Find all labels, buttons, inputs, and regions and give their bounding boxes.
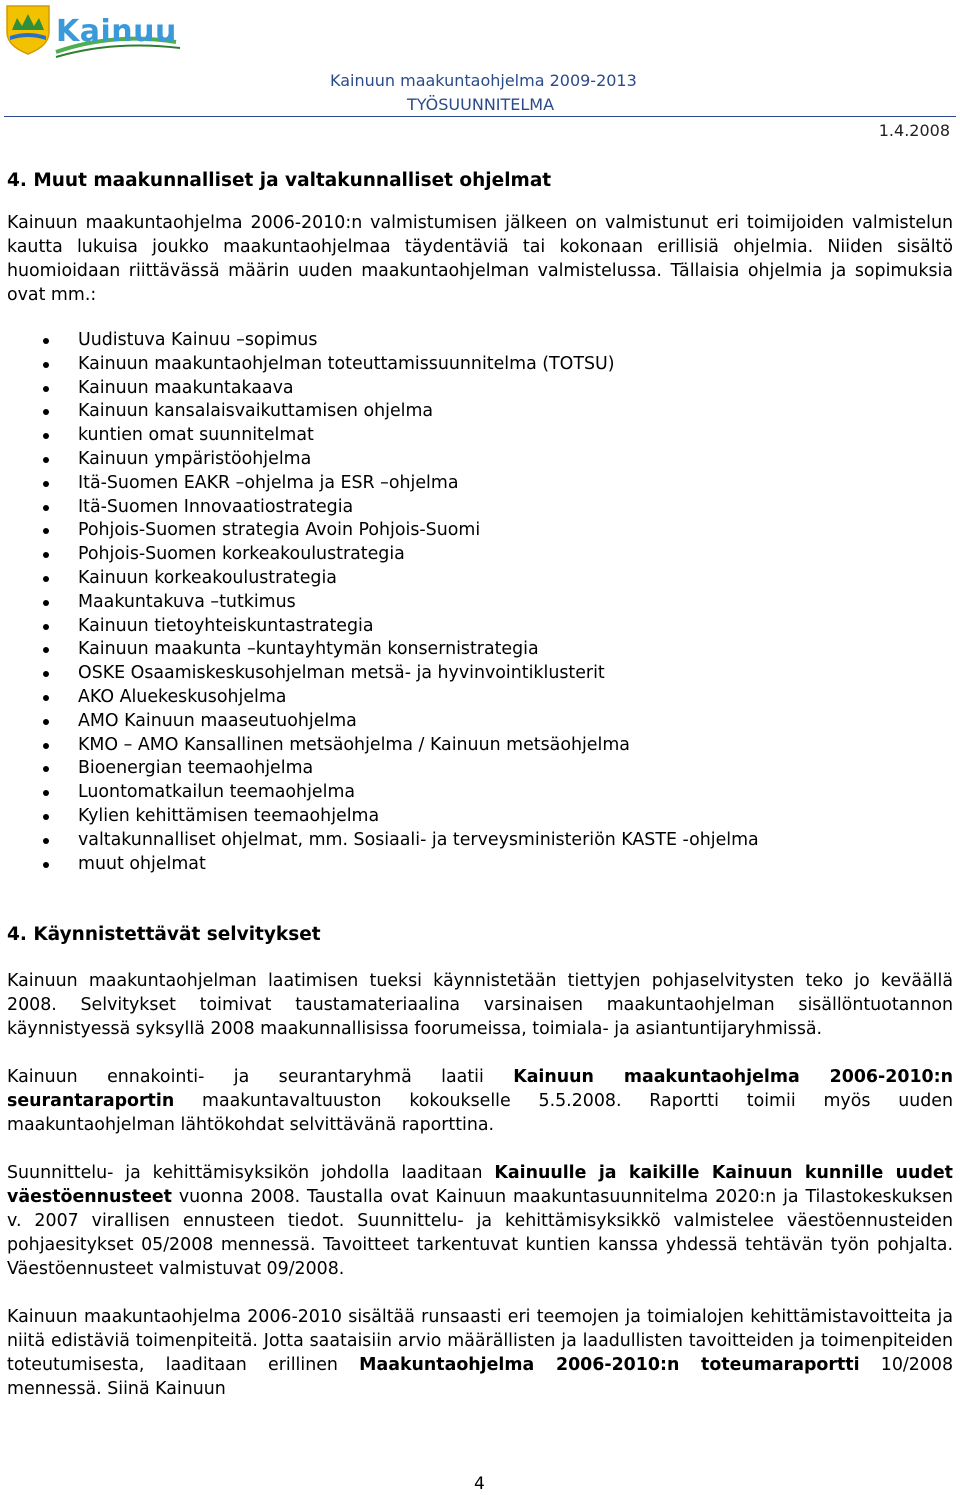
bullet-icon xyxy=(43,695,49,701)
logo-text: Kainuu xyxy=(56,14,177,49)
list-item-text: Luontomatkailun teemaohjelma xyxy=(78,782,356,803)
list-item xyxy=(7,805,953,829)
list-item xyxy=(7,567,953,591)
list-item xyxy=(7,472,953,496)
list-item xyxy=(7,853,953,877)
list-item-text: kuntien omat suunnitelmat xyxy=(78,425,314,446)
bullet-icon xyxy=(43,766,49,772)
list-item-text: Kainuun korkeakoulustrategia xyxy=(78,567,337,588)
bullet-icon xyxy=(43,600,49,606)
studies-paragraph-4: Kainuun maakuntaohjelma 2006-2010 sisältää runsaasti eri teemojen ja toimialojen kehittämistavoitteita ja niitä edistäviä toimenpiteitä. Jotta saataisiin arvio määrällisten ja laadullisten tavoitteiden ja toimenpiteiden toteutumisesta, laaditaan erillinen Maakuntaohjelma 2006-2010:n toteumaraportti 10/2008 mennessä. Siinä Kainuun xyxy=(7,1307,954,1400)
bullet-icon xyxy=(43,814,49,820)
list-item xyxy=(7,638,953,662)
section-heading-studies: 4. Käynnistettävät selvitykset xyxy=(7,924,321,946)
bullet-icon xyxy=(43,552,49,558)
bullet-icon xyxy=(43,838,49,844)
bullet-icon xyxy=(43,862,49,868)
list-item xyxy=(7,496,953,520)
bullet-icon xyxy=(43,624,49,630)
list-item-text: muut ohjelmat xyxy=(78,853,206,874)
list-item-text: KMO – AMO Kansallinen metsäohjelma / Kainuun metsäohjelma xyxy=(78,734,630,755)
bullet-icon xyxy=(43,338,49,344)
page-number: 4 xyxy=(474,1474,485,1494)
list-item-text: Itä-Suomen Innovaatiostrategia xyxy=(78,496,354,517)
bullet-icon xyxy=(43,481,49,487)
list-item-text: Kainuun maakuntakaava xyxy=(78,377,294,398)
list-item-text: Kainuun maakunta –kuntayhtymän konsernistrategia xyxy=(78,639,539,660)
bullet-icon xyxy=(43,362,49,368)
list-item-text: Kainuun ympäristöohjelma xyxy=(78,448,312,469)
header-divider xyxy=(4,116,956,117)
kainuu-logo xyxy=(4,2,184,64)
list-item-text: Itä-Suomen EAKR –ohjelma ja ESR –ohjelma xyxy=(78,472,459,493)
bullet-icon xyxy=(43,743,49,749)
list-item xyxy=(7,519,953,543)
list-item xyxy=(7,686,953,710)
list-item xyxy=(7,377,953,401)
list-item xyxy=(7,400,953,424)
list-item-text: Kainuun kansalaisvaikuttamisen ohjelma xyxy=(78,401,434,422)
list-item-text: valtakunnalliset ohjelmat, mm. Sosiaali- ja terveysministeriön KASTE -ohjelma xyxy=(78,829,759,850)
list-item xyxy=(7,615,953,639)
list-item xyxy=(7,353,953,377)
list-item-text: Uudistuva Kainuu –sopimus xyxy=(78,330,318,350)
list-item-text: Kylien kehittämisen teemaohjelma xyxy=(78,805,380,826)
bullet-icon xyxy=(43,528,49,534)
list-item xyxy=(7,424,953,448)
program-list xyxy=(7,329,953,876)
studies-paragraph-2: Kainuun ennakointi- ja seurantaryhmä laatii Kainuun maakuntaohjelma 2006-2010:n seurantaraportin maakuntavaltuuston kokoukselle 5.5.2008. Raportti toimii myös uuden maakuntaohjelman lähtökohdat selvittävänä raporttina. xyxy=(7,1067,953,1136)
document-date: 1.4.2008 xyxy=(878,121,950,140)
population-forecast-title: Kainuulle ja kaikille Kainuun kunnille uudet väestöennusteet xyxy=(7,1163,953,1208)
bullet-icon xyxy=(43,790,49,796)
bullet-icon xyxy=(43,671,49,677)
list-item xyxy=(7,781,953,805)
list-item xyxy=(7,710,953,734)
follow-up-report-title: Kainuun maakuntaohjelma 2006-2010:n seurantaraportin xyxy=(7,1067,953,1112)
list-item xyxy=(7,662,953,686)
list-item-text: Pohjois-Suomen korkeakoulustrategia xyxy=(78,544,405,565)
list-item-text: Pohjois-Suomen strategia Avoin Pohjois-Suomi xyxy=(78,520,481,541)
document-title: Kainuun maakuntaohjelma 2009-2013 xyxy=(330,71,637,90)
programs-intro-paragraph: Kainuun maakuntaohjelma 2006-2010:n valmistumisen jälkeen on valmistunut eri toimijoiden valmistelun kautta lukuisa joukko maakuntaohjelmaa täydentäviä tai kokonaan erillisiä ohjelmia. Niiden sisältö huomioidaan riittävässä määrin uuden maakuntaohjelman valmistelussa. Tällaisia ohjelmia ja sopimuksia ovat mm.: xyxy=(7,213,953,305)
bullet-icon xyxy=(43,386,49,392)
list-item-text: Kainuun tietoyhteiskuntastrategia xyxy=(78,615,374,636)
list-item-text: AKO Aluekeskusohjelma xyxy=(78,686,287,707)
list-item-text: OSKE Osaamiskeskusohjelman metsä- ja hyvinvointiklusterit xyxy=(78,663,605,684)
bullet-icon xyxy=(43,433,49,439)
list-item xyxy=(7,448,953,472)
bullet-icon xyxy=(43,409,49,415)
bullet-icon xyxy=(43,719,49,725)
implementation-report-title: Maakuntaohjelma 2006-2010:n toteumaraportti xyxy=(359,1355,860,1376)
document-body xyxy=(7,170,953,1401)
list-item-text: AMO Kainuun maaseutuohjelma xyxy=(78,710,357,731)
bullet-icon xyxy=(43,576,49,582)
list-item xyxy=(7,591,953,615)
studies-paragraph-3: Suunnittelu- ja kehittämisyksikön johdolla laaditaan Kainuulle ja kaikille Kainuun kunnille uudet väestöennusteet vuonna 2008. Taustalla ovat Kainuun maakuntasuunnitelma 2020:n ja Tilastokeskuksen v. 2007 virallisen ennusteen tiedot. Suunnittelu- ja kehittämisyksikkö valmistelee väestöennusteiden pohjaesitykset 05/2008 mennessä. Tavoitteet tarkentuvat kuntien kanssa yhdessä tehtävän työn pohjalta. Väestöennusteet valmistuvat 09/2008. xyxy=(7,1163,953,1280)
list-item xyxy=(7,757,953,781)
bullet-icon xyxy=(43,505,49,511)
document-subtitle: TYÖSUUNNITELMA xyxy=(407,95,555,114)
list-item xyxy=(7,543,953,567)
list-item xyxy=(7,829,953,853)
list-item-text: Maakuntakuva –tutkimus xyxy=(78,591,296,612)
section-heading-programs: 4. Muut maakunnalliset ja valtakunnalliset ohjelmat xyxy=(7,170,552,191)
list-item xyxy=(7,734,953,758)
list-item-text: Bioenergian teemaohjelma xyxy=(78,758,314,779)
studies-paragraph-1: Kainuun maakuntaohjelman laatimisen tueksi käynnistetään tiettyjen pohjaselvitysten teko jo keväällä 2008. Selvitykset toimivat taustamateriaalina varsinaisen maakuntaohjelman sisällöntuotannon käynnistyessä syksyllä 2008 maakunnallisissa foorumeissa, toimiala- ja asiantuntijaryhmissä. xyxy=(7,971,953,1040)
list-item-text: Kainuun maakuntaohjelman toteuttamissuunnitelma (TOTSU) xyxy=(78,353,615,374)
list-item xyxy=(7,329,953,353)
bullet-icon xyxy=(43,457,49,463)
bullet-icon xyxy=(43,647,49,653)
